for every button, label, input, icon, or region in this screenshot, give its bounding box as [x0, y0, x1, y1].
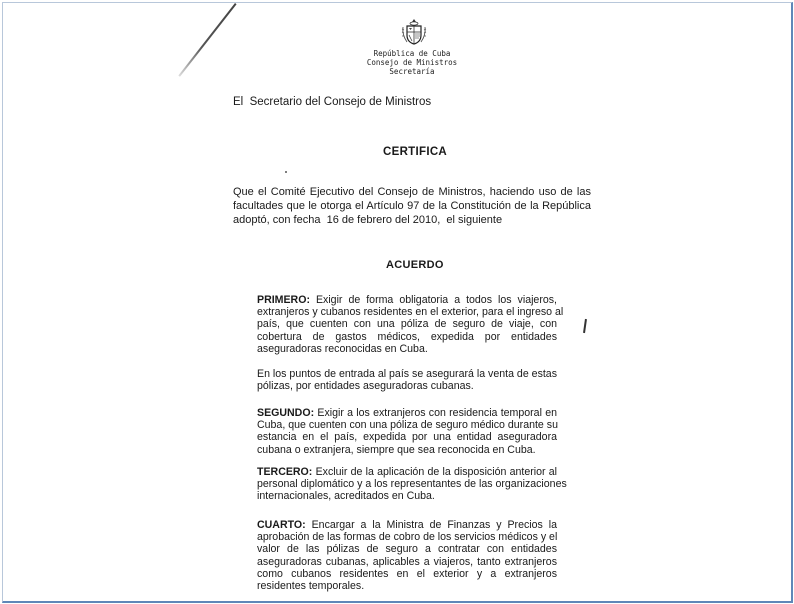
article-text: extranjeros y cubanos residentes en el exterior, para el ingreso al [257, 306, 564, 319]
article-text: pólizas, por entidades aseguradoras cubanas. [257, 380, 474, 393]
article-text: valor de las pólizas de seguro a contratar con entidades [257, 543, 557, 556]
scan-artifact-line [178, 3, 236, 77]
intro-paragraph [233, 185, 591, 227]
acuerdo-heading: ACUERDO [386, 259, 444, 271]
letterhead-line-council: Consejo de Ministros [366, 58, 458, 67]
article-text: Exigir de forma obligatoria a todos los viajeros, [315, 294, 557, 306]
document-page [2, 2, 793, 603]
intro-line: adoptó, con fecha 16 de febrero del 2010, el siguiente [233, 214, 503, 226]
article-text: Cuba, que cuenten con una póliza de seguro médico durante su [257, 419, 558, 432]
certifica-heading: CERTIFICA [383, 146, 448, 158]
article-primero [257, 294, 564, 355]
scan-speck [285, 171, 287, 173]
intro-line: facultades que le otorga el Artículo 97 de la Constitución de la República [233, 200, 591, 212]
article-text: Excluir de la aplicación de la disposición anterior al [315, 466, 557, 478]
article-text: aprobación de las formas de cobro de los servicios médicos y el [257, 531, 558, 544]
article-label: TERCERO: [257, 466, 313, 478]
article-text: aseguradoras cubanas, aplicables a viajeros, tanto extranjeros [257, 555, 557, 568]
article-text: personal diplomático y a los representantes de las organizaciones [257, 478, 567, 491]
article-text: En los puntos de entrada al país se asegurará la venta de estas [257, 368, 557, 380]
article-text: residentes temporales. [257, 580, 365, 593]
article-tercero [257, 466, 567, 503]
article-label: PRIMERO: [257, 294, 310, 306]
article-text: Exigir a los extranjeros con residencia temporal en [317, 407, 557, 419]
article-label: CUARTO: [257, 519, 306, 531]
article-text: como cubanos residentes en el exterior y a extranjeros [257, 567, 557, 580]
letterhead [347, 49, 477, 76]
letterhead-line-secretariat: Secretaría [389, 67, 435, 76]
margin-pen-mark [583, 319, 587, 333]
article-text: internacionales, acreditados en Cuba. [257, 490, 435, 503]
article-text: aseguradoras reconocidas en Cuba. [257, 342, 428, 355]
coat-of-arms-icon [399, 17, 429, 47]
article-label: SEGUNDO: [257, 407, 315, 419]
addressee-line: El Secretario del Consejo de Ministros [233, 96, 432, 108]
article-cuarto [257, 519, 557, 592]
letterhead-line-country: República de Cuba [373, 49, 451, 58]
article-text: cobertura de gastos médicos, expedida por entidades [257, 330, 557, 343]
intro-line: Que el Comité Ejecutivo del Consejo de Ministros, haciendo uso de las [233, 186, 591, 198]
article-text: país, que cuenten con una póliza de seguro de viaje, con [257, 318, 557, 331]
article-segundo [257, 407, 557, 456]
paragraph-puntos-entrada [257, 368, 557, 392]
article-text: cubana o extranjera, siempre que sea reconocida en Cuba. [257, 443, 536, 456]
article-text: Encargar a la Ministra de Finanzas y Precios la [311, 519, 557, 531]
article-text: estancia en el país, expedida por una entidad aseguradora [257, 431, 557, 444]
